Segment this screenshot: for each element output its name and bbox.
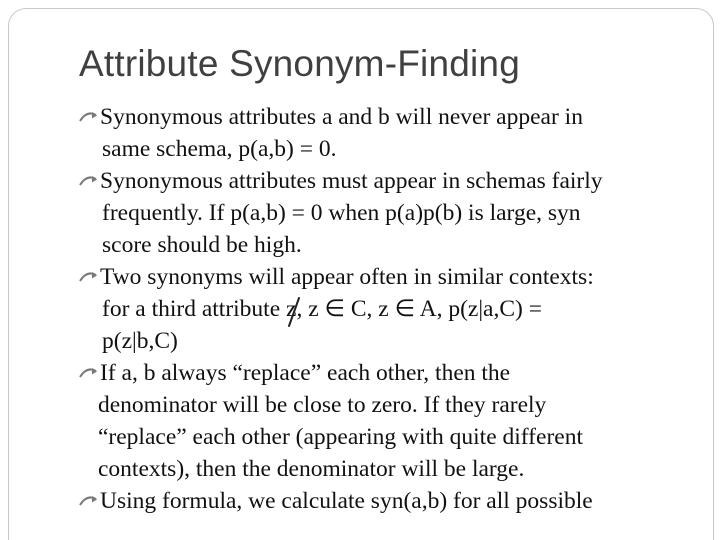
bullet-item bbox=[78, 165, 678, 261]
bullet-line: Using formula, we calculate syn(a,b) for all possible bbox=[100, 488, 593, 514]
curved-arrow-bullet-icon bbox=[78, 363, 100, 383]
bullet-line: Synonymous attributes a and b will never appear in bbox=[100, 104, 583, 130]
curved-arrow-bullet-icon bbox=[78, 267, 100, 287]
curved-arrow-bullet-icon bbox=[78, 107, 100, 127]
bullet-line: contexts), then the denominator will be large. bbox=[98, 456, 525, 482]
bullet-line: for a third attribute z, z ∈ C, z ∈ A, p(z|a,C) = bbox=[102, 296, 542, 322]
bullet-item bbox=[78, 261, 678, 357]
bullet-line: score should be high. bbox=[102, 232, 302, 258]
bullet-item bbox=[78, 101, 678, 165]
bullet-line: same schema, p(a,b) = 0. bbox=[102, 136, 337, 162]
bullet-line: p(z|b,C) bbox=[102, 328, 178, 354]
bullet-item bbox=[78, 485, 678, 517]
bullet-line: “replace” each other (appearing with quite different bbox=[98, 424, 583, 450]
pen-annotation-mark bbox=[284, 296, 304, 330]
bullet-item bbox=[78, 357, 678, 485]
slide-title: Attribute Synonym-Finding bbox=[79, 43, 520, 84]
bullet-list bbox=[78, 101, 678, 517]
bullet-line: Two synonyms will appear often in similar contexts: bbox=[100, 264, 594, 290]
bullet-line: Synonymous attributes must appear in schemas fairly bbox=[100, 168, 603, 194]
curved-arrow-bullet-icon bbox=[78, 491, 100, 511]
bullet-line: frequently. If p(a,b) = 0 when p(a)p(b) is large, syn bbox=[102, 200, 581, 226]
curved-arrow-bullet-icon bbox=[78, 171, 100, 191]
bullet-line: If a, b always “replace” each other, then the bbox=[100, 360, 511, 386]
bullet-line: denominator will be close to zero. If they rarely bbox=[98, 392, 547, 418]
